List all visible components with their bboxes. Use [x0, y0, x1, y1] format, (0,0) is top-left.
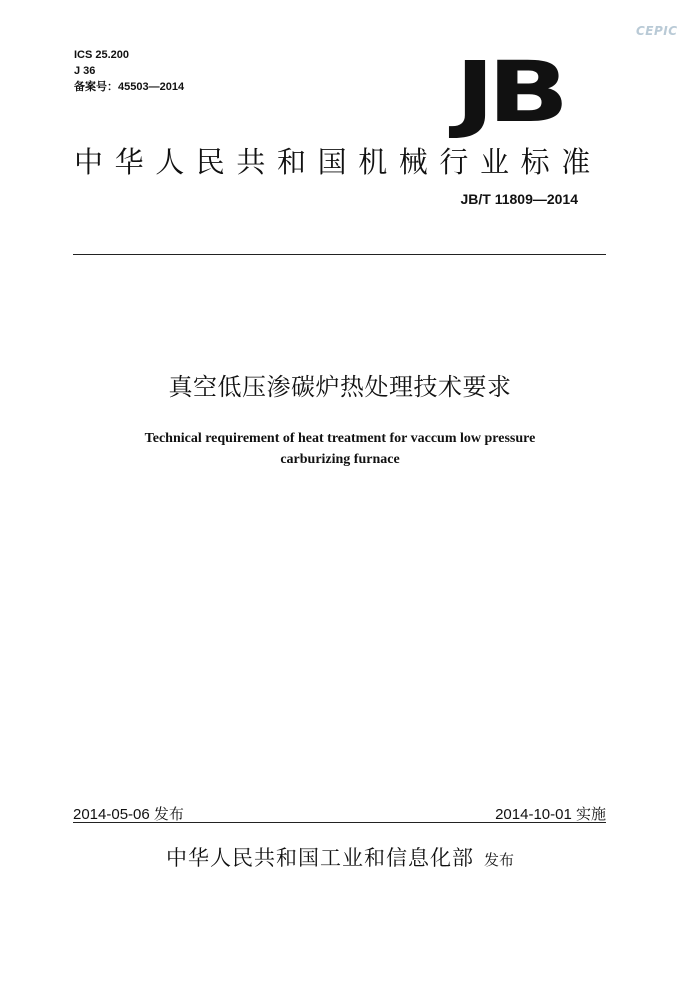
document-title-cn: 真空低压渗碳炉热处理技术要求: [168, 373, 512, 401]
record-number: 备案号：45503—2014: [74, 81, 185, 93]
industry-standard-title: 中华人民共和国机械行业标准: [74, 145, 602, 179]
issuer-block: [0, 842, 680, 872]
bottom-divider: [73, 822, 606, 823]
implementation-date: 2014-10-01 实施: [495, 806, 606, 823]
document-title-en-line1: Technical requirement of heat treatment for vaccum low pressure: [144, 431, 536, 446]
classification-code: J 36: [74, 65, 96, 77]
issue-date: 2014-05-06 发布: [73, 806, 184, 823]
standard-number: JB/T 11809—2014: [460, 191, 578, 207]
jb-logo: JB: [455, 43, 562, 141]
document-title-en-line2: carburizing furnace: [280, 452, 400, 467]
top-divider: [73, 254, 606, 255]
watermark-logo: CEPIC: [636, 24, 678, 38]
issuer-action: 发布: [483, 851, 514, 869]
issuer-organization: 中华人民共和国工业和信息化部: [165, 846, 474, 870]
ics-code: ICS 25.200: [74, 49, 130, 61]
